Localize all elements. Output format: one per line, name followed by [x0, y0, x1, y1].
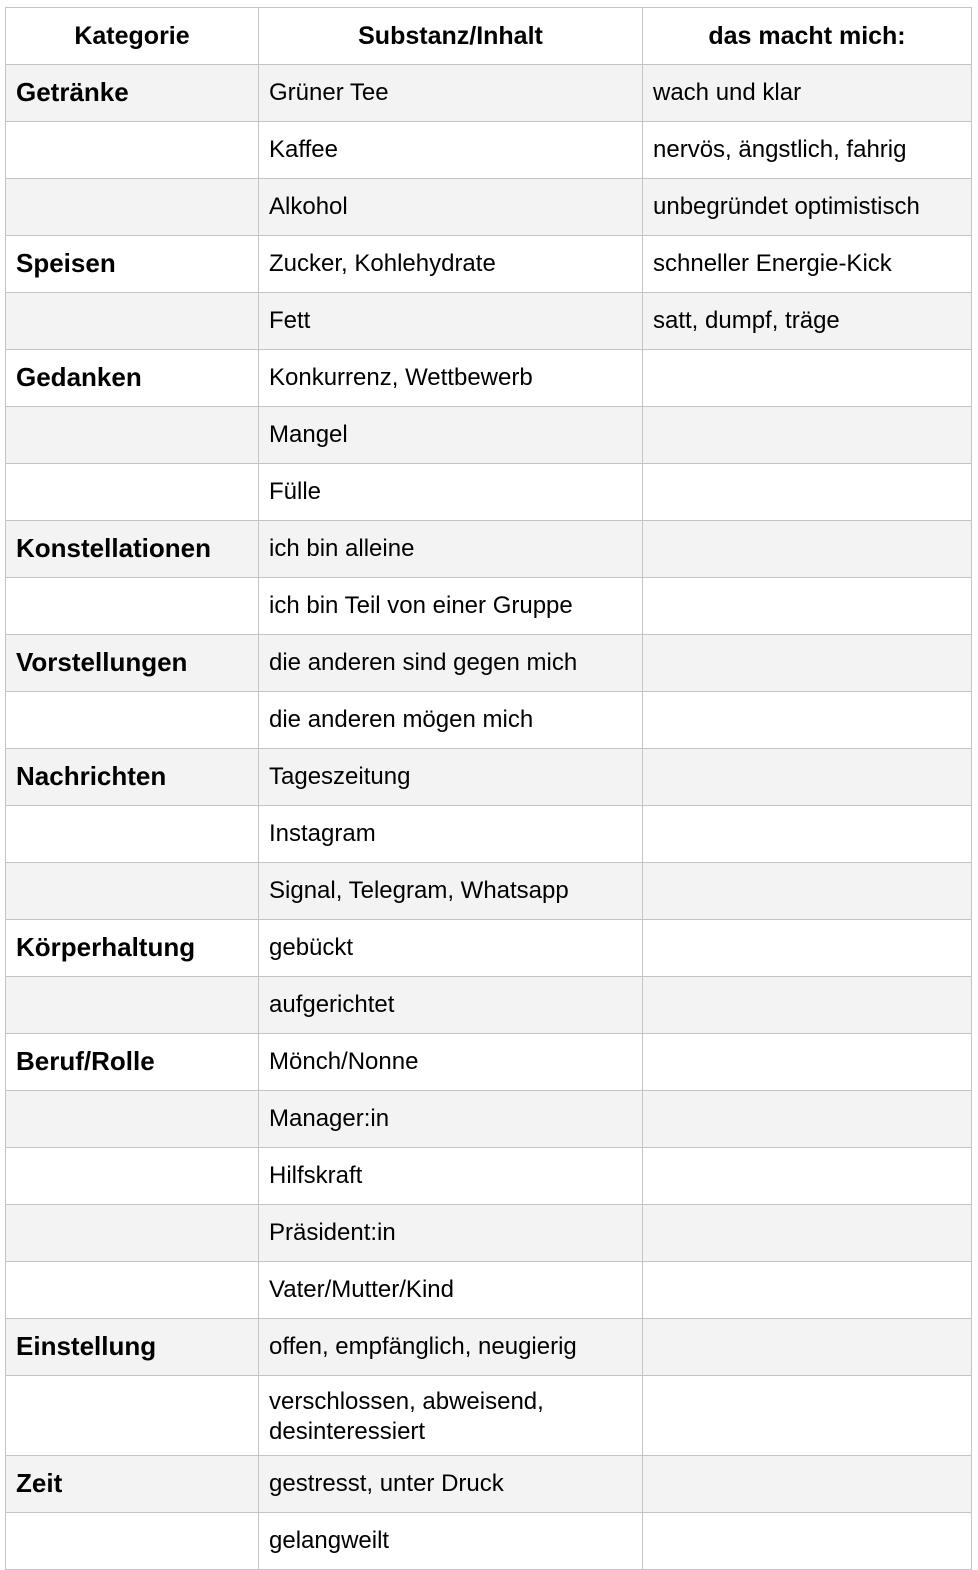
substance-cell: verschlossen, abweisend, desinteressiert [259, 1376, 643, 1456]
table-row [6, 635, 972, 692]
substance-cell: gestresst, unter Druck [259, 1456, 643, 1513]
effect-cell [643, 806, 972, 863]
category-cell: Körperhaltung [6, 920, 259, 977]
table-row [6, 122, 972, 179]
effect-cell [643, 407, 972, 464]
substance-cell: die anderen mögen mich [259, 692, 643, 749]
substance-cell: Manager:in [259, 1091, 643, 1148]
category-cell [6, 1262, 259, 1319]
effect-cell [643, 521, 972, 578]
category-cell: Beruf/Rolle [6, 1034, 259, 1091]
header-substance: Substanz/Inhalt [259, 8, 643, 65]
table-row [6, 977, 972, 1034]
table-row [6, 1148, 972, 1205]
table-row [6, 1091, 972, 1148]
effect-cell [643, 1262, 972, 1319]
substance-cell: ich bin Teil von einer Gruppe [259, 578, 643, 635]
effect-cell: unbegründet optimistisch [643, 179, 972, 236]
table-row [6, 1319, 972, 1376]
category-cell [6, 464, 259, 521]
table-row [6, 65, 972, 122]
substance-cell: Mönch/Nonne [259, 1034, 643, 1091]
substance-cell: Instagram [259, 806, 643, 863]
effect-cell [643, 1148, 972, 1205]
substance-cell: Vater/Mutter/Kind [259, 1262, 643, 1319]
substance-cell: aufgerichtet [259, 977, 643, 1034]
table-row [6, 920, 972, 977]
effect-cell [643, 1205, 972, 1262]
substance-cell: Mangel [259, 407, 643, 464]
effect-cell [643, 464, 972, 521]
substance-cell: Fülle [259, 464, 643, 521]
category-cell [6, 293, 259, 350]
substance-cell: Hilfskraft [259, 1148, 643, 1205]
header-effect: das macht mich: [643, 8, 972, 65]
category-cell [6, 122, 259, 179]
category-cell [6, 407, 259, 464]
substance-cell: Tageszeitung [259, 749, 643, 806]
effect-cell: wach und klar [643, 65, 972, 122]
effect-cell [643, 1034, 972, 1091]
effect-cell: satt, dumpf, träge [643, 293, 972, 350]
table-row [6, 1456, 972, 1513]
category-cell [6, 1205, 259, 1262]
table-row [6, 863, 972, 920]
category-cell: Vorstellungen [6, 635, 259, 692]
category-cell: Einstellung [6, 1319, 259, 1376]
substance-cell: Zucker, Kohlehydrate [259, 236, 643, 293]
substance-cell: Fett [259, 293, 643, 350]
substance-cell: gelangweilt [259, 1513, 643, 1570]
category-cell [6, 1513, 259, 1570]
category-cell [6, 806, 259, 863]
table-row [6, 1513, 972, 1570]
table-row [6, 350, 972, 407]
category-cell [6, 1148, 259, 1205]
substance-cell: Kaffee [259, 122, 643, 179]
substance-cell: Alkohol [259, 179, 643, 236]
category-cell [6, 692, 259, 749]
table-row [6, 1376, 972, 1456]
substance-cell: ich bin alleine [259, 521, 643, 578]
category-cell: Zeit [6, 1456, 259, 1513]
effects-table [5, 7, 972, 1570]
effect-cell [643, 1319, 972, 1376]
category-cell [6, 179, 259, 236]
category-cell [6, 863, 259, 920]
table-row [6, 1262, 972, 1319]
substance-cell: Präsident:in [259, 1205, 643, 1262]
category-cell: Konstellationen [6, 521, 259, 578]
category-cell [6, 977, 259, 1034]
effect-cell [643, 350, 972, 407]
effect-cell: schneller Energie-Kick [643, 236, 972, 293]
table-row [6, 692, 972, 749]
table-row [6, 179, 972, 236]
effect-cell [643, 1456, 972, 1513]
table-row [6, 236, 972, 293]
substance-cell: Grüner Tee [259, 65, 643, 122]
effect-cell [643, 578, 972, 635]
substance-cell: Konkurrenz, Wettbewerb [259, 350, 643, 407]
table-row [6, 464, 972, 521]
table-row [6, 293, 972, 350]
category-cell: Nachrichten [6, 749, 259, 806]
category-cell [6, 578, 259, 635]
table-row [6, 407, 972, 464]
effect-cell [643, 692, 972, 749]
effect-cell: nervös, ängstlich, fahrig [643, 122, 972, 179]
effect-cell [643, 1376, 972, 1456]
table-header-row [6, 8, 972, 65]
substance-cell: die anderen sind gegen mich [259, 635, 643, 692]
substance-cell: gebückt [259, 920, 643, 977]
category-cell [6, 1091, 259, 1148]
category-cell: Speisen [6, 236, 259, 293]
effect-cell [643, 977, 972, 1034]
table-row [6, 806, 972, 863]
table-row [6, 1205, 972, 1262]
substance-cell: offen, empfänglich, neugierig [259, 1319, 643, 1376]
category-cell [6, 1376, 259, 1456]
effect-cell [643, 863, 972, 920]
category-cell: Getränke [6, 65, 259, 122]
effect-cell [643, 635, 972, 692]
header-category: Kategorie [6, 8, 259, 65]
table-row [6, 521, 972, 578]
effect-cell [643, 920, 972, 977]
table-row [6, 749, 972, 806]
effect-cell [643, 749, 972, 806]
table-row [6, 1034, 972, 1091]
substance-cell: Signal, Telegram, Whatsapp [259, 863, 643, 920]
effect-cell [643, 1513, 972, 1570]
category-cell: Gedanken [6, 350, 259, 407]
table-row [6, 578, 972, 635]
effect-cell [643, 1091, 972, 1148]
